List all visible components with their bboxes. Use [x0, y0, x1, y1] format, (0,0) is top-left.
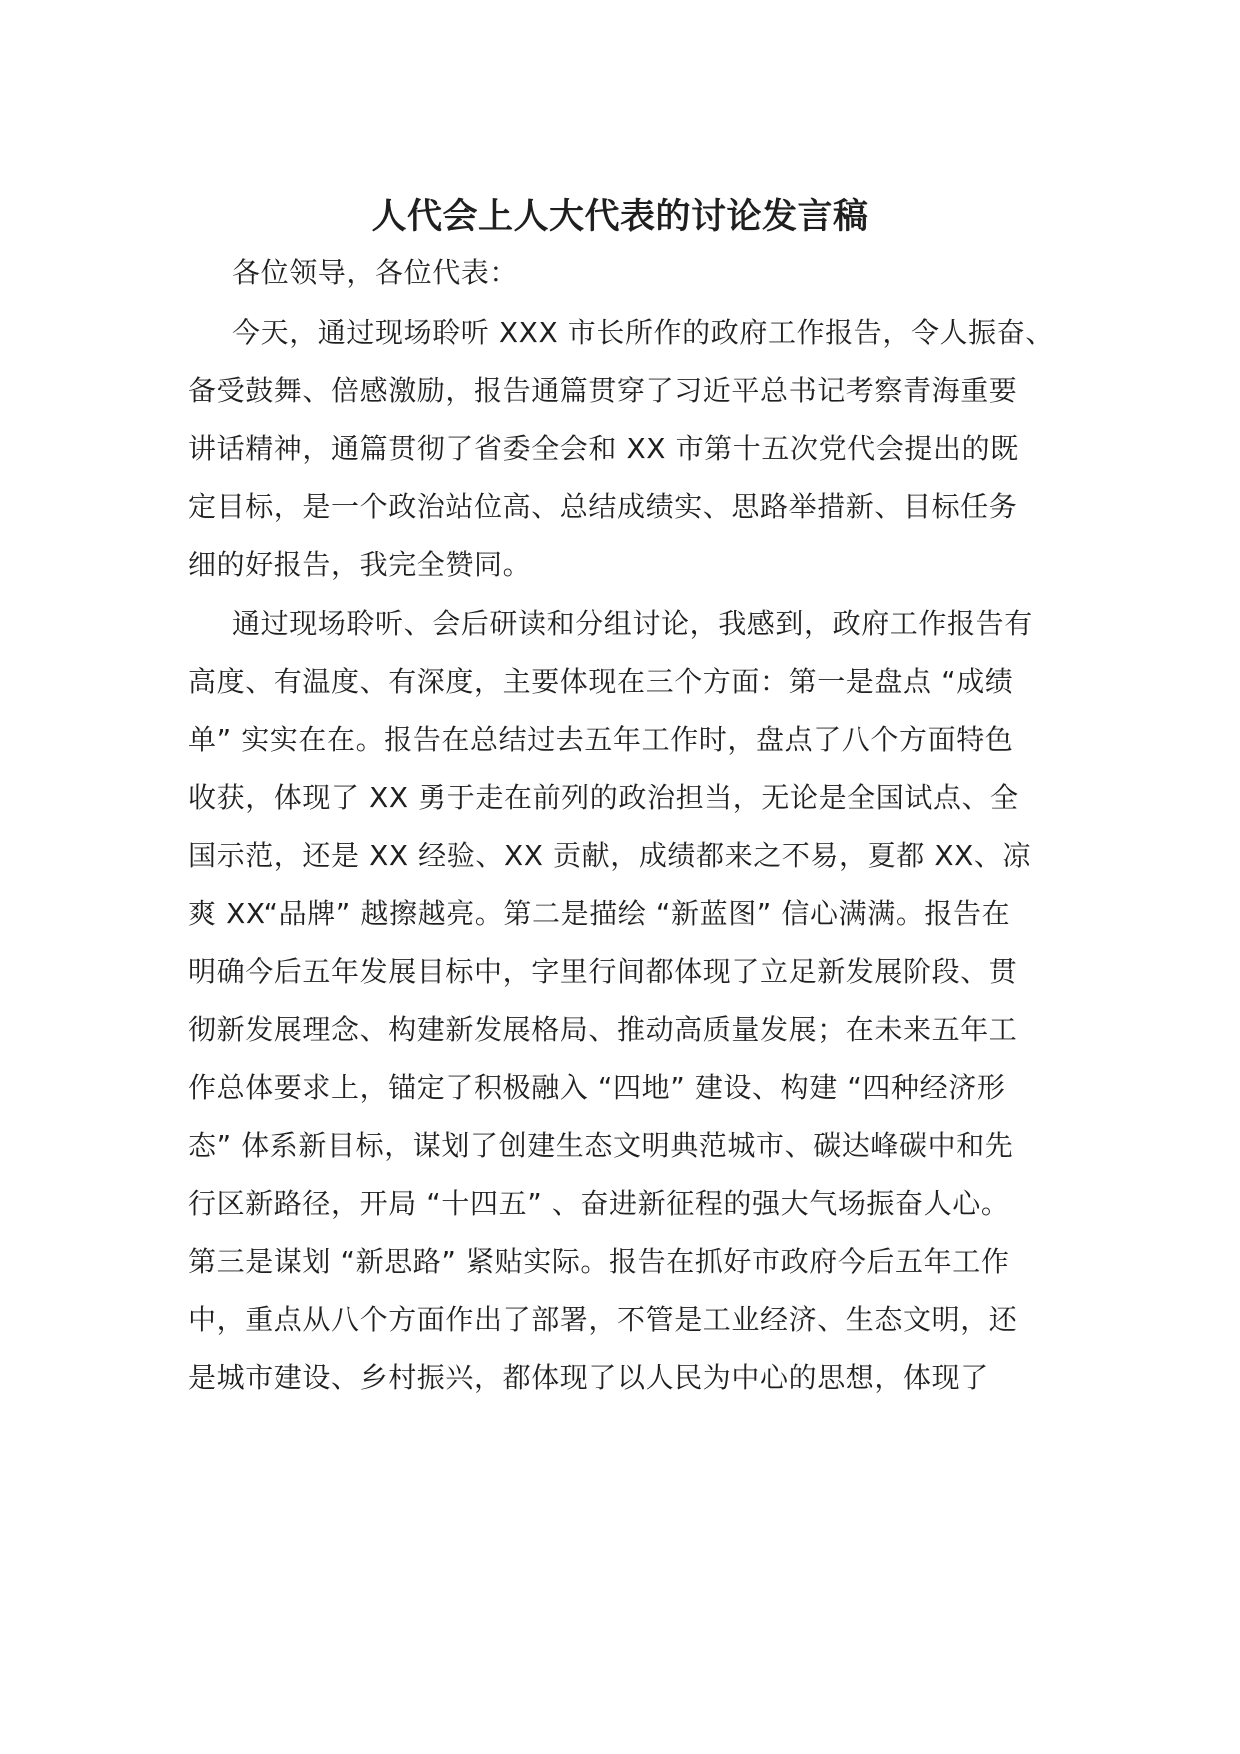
- paragraph-line: 行区新路径，开局 “十四五” 、奋进新征程的强大气场振奋人心。: [188, 1187, 1010, 1220]
- paragraph-line: 单” 实实在在。报告在总结过去五年工作时，盘点了八个方面特色: [188, 723, 1014, 756]
- paragraph-line: 讲话精神，通篇贯彻了省委全会和 XX 市第十五次党代会提出的既: [188, 432, 1019, 465]
- paragraph-line: 明确今后五年发展目标中，字里行间都体现了立足新发展阶段、贯: [188, 955, 1018, 988]
- paragraph-line: 收获，体现了 XX 勇于走在前列的政治担当，无论是全国试点、全: [188, 781, 1019, 814]
- paragraph-line: 是城市建设、乡村振兴，都体现了以人民为中心的思想，体现了: [188, 1361, 989, 1394]
- paragraph-line: 爽 XX“品牌” 越擦越亮。第二是描绘 “新蓝图” 信心满满。报告在: [188, 897, 1011, 930]
- paragraph-line: 备受鼓舞、倍感激励，报告通篇贯穿了习近平总书记考察青海重要: [188, 374, 1018, 407]
- paragraph-line: 彻新发展理念、构建新发展格局、推动高质量发展；在未来五年工: [188, 1013, 1018, 1046]
- document-title: 人代会上人大代表的讨论发言稿: [371, 197, 869, 237]
- paragraph-line: 通过现场聆听、会后研读和分组讨论，我感到，政府工作报告有: [232, 607, 1033, 640]
- paragraph-line: 细的好报告，我完全赞同。: [188, 548, 532, 581]
- paragraph-line: 今天，通过现场聆听 XXX 市长所作的政府工作报告，令人振奋、: [232, 316, 1054, 349]
- paragraph-line: 定目标，是一个政治站位高、总结成绩实、思路举措新、目标任务: [188, 490, 1018, 523]
- paragraph-line: 国示范，还是 XX 经验、XX 贡献，成绩都来之不易，夏都 XX、凉: [188, 839, 1032, 872]
- paragraph-line: 第三是谋划 “新思路” 紧贴实际。报告在抓好市政府今后五年工作: [188, 1245, 1010, 1278]
- paragraph-line: 高度、有温度、有深度，主要体现在三个方面：第一是盘点 “成绩: [188, 665, 1014, 698]
- paragraph-line: 作总体要求上，锚定了积极融入 “四地” 建设、构建 “四种经济形: [188, 1071, 1006, 1104]
- paragraph-line: 中，重点从八个方面作出了部署，不管是工业经济、生态文明，还: [188, 1303, 1018, 1336]
- paragraph-line: 态” 体系新目标，谋划了创建生态文明典范城市、碳达峰碳中和先: [188, 1129, 1014, 1162]
- salutation-line: 各位领导，各位代表：: [232, 256, 519, 289]
